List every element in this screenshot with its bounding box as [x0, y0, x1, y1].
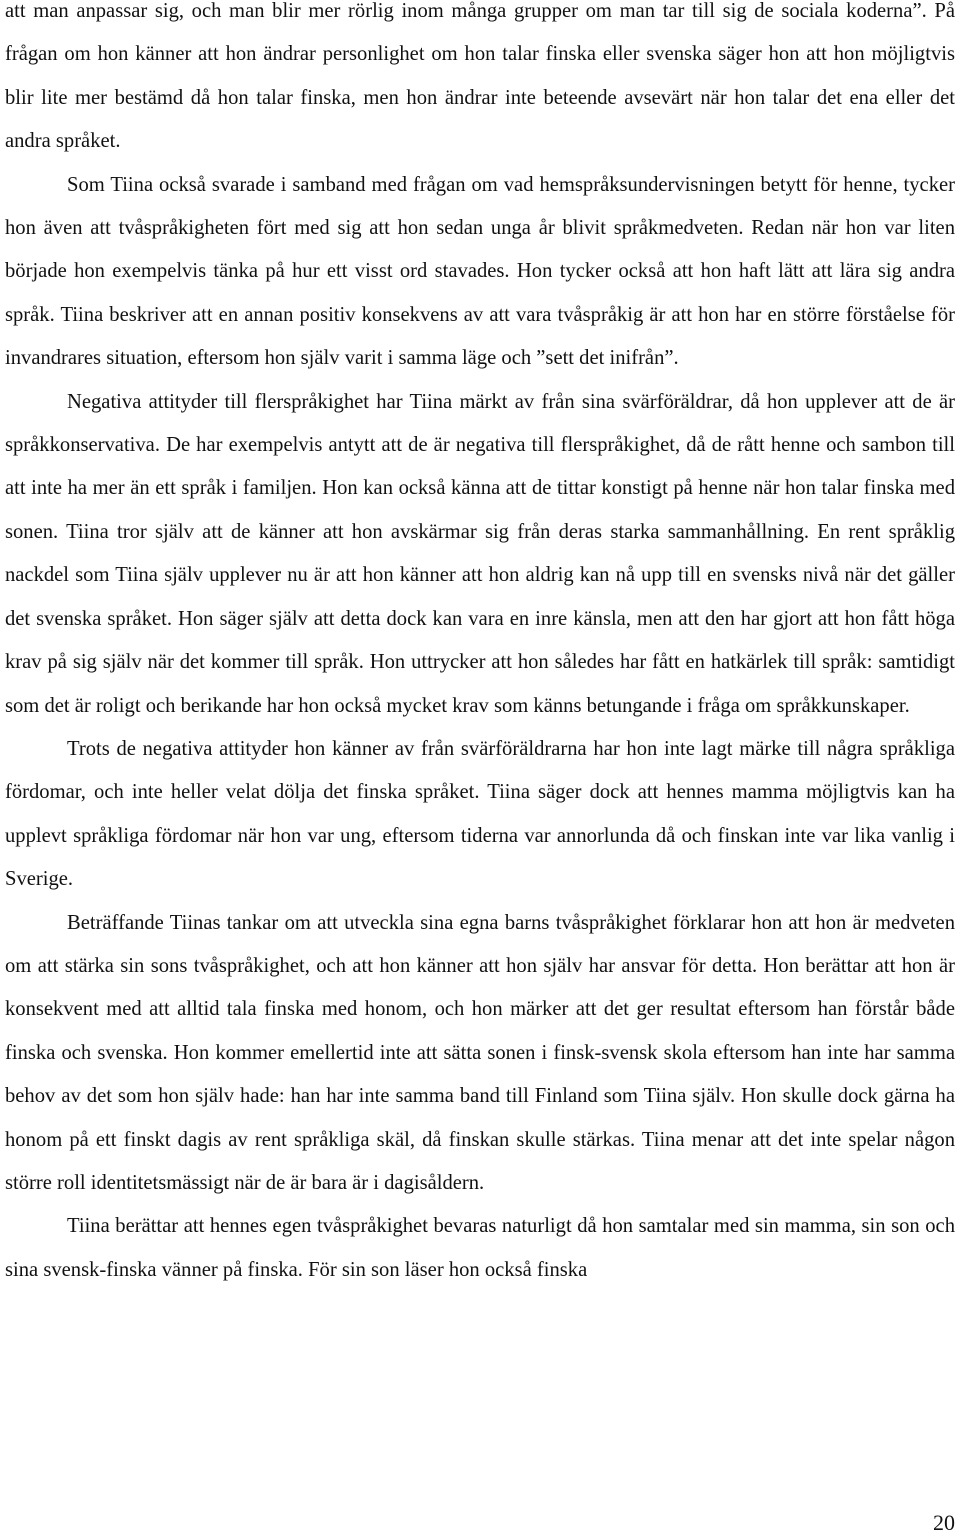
page-number: 20: [933, 1510, 955, 1535]
body-text: [5, 0, 955, 1292]
paragraph-continuation: att man anpassar sig, och man blir mer rörlig inom många grupper om man tar till sig de sociala koderna”. På frågan om hon känner att hon ändrar personlighet om hon talar finska eller svenska säger hon att hon möjligtvis blir lite mer bestämd då hon talar finska, men hon ändrar inte beteende avsevärt när hon talar det ena eller det andra språket.: [5, 0, 955, 153]
paragraph-maintaining-bilingualism: Tiina berättar att hennes egen tvåspråkighet bevaras naturligt då hon samtalar med sin mamma, sin son och sina svensk-finska vänner på finska. För sin son läser hon också finska: [5, 1215, 955, 1281]
paragraph-language-awareness: Som Tiina också svarade i samband med frågan om vad hemspråksundervisningen betytt för henne, tycker hon även att tvåspråkigheten fört med sig att hon sedan unga år blivit språkmedveten. Redan när hon var liten började hon exempelvis tänka på hur ett visst ord stavades. Hon tycker också att hon haft lätt att lära sig andra språk. Tiina beskriver att en annan positiv konsekvens av att vara tvåspråkig är att hon har en större förståelse för invandrares situation, eftersom hon själv varit i samma läge och ”sett det inifrån”.: [5, 173, 955, 370]
paragraph-childrens-bilingualism: Beträffande Tiinas tankar om att utveckla sina egna barns tvåspråkighet förklarar hon att hon är medveten om att stärka sin sons tvåspråkighet, och att hon känner att hon själv har ansvar för detta. Hon berättar att hon är konsekvent med att alltid tala finska med honom, och hon märker att det ger resultat eftersom han förstår både finska och svenska. Hon kommer emellertid inte att sätta sonen i finsk-svensk skola eftersom han inte har samma behov av det som hon själv hade: han har inte samma band till Finland som Tiina själv. Hon skulle dock gärna ha honom på ett finskt dagis av rent språkliga skäl, då finskan skulle stärkas. Tiina menar att det inte spelar någon större roll identitetsmässigt när de är bara är i dagisåldern.: [5, 911, 955, 1194]
paragraph-negative-attitudes: Negativa attityder till flerspråkighet har Tiina märkt av från sina svärföräldrar, då hon upplever att de är språkkonservativa. De har exempelvis antytt att de är negativa till flerspråkighet, då de rått henne och sambon till att inte ha mer än ett språk i familjen. Hon kan också känna att de tittar konstigt på henne när hon talar finska med sonen. Tiina tror själv att de känner att hon avskärmar sig från deras starka sammanhållning. En rent språklig nackdel som Tiina själv upplever nu är att hon känner att hon aldrig kan nå upp till en svensks nivå när det gäller det svenska språket. Hon säger själv att detta dock kan vara en inre känsla, men att den har gjort att hon fått höga krav på sig själv när det kommer till språk. Hon uttrycker att hon således har fått en hatkärlek till språk: samtidigt som det är roligt och berikande har hon också mycket krav som känns betungande i fråga om språkkunskaper.: [5, 390, 955, 717]
paragraph-prejudices: Trots de negativa attityder hon känner av från svärföräldrarna har hon inte lagt märke till några språkliga fördomar, och inte heller velat dölja det finska språket. Tiina säger dock att hennes mamma möjligtvis kan ha upplevt språkliga fördomar när hon var ung, eftersom tiderna var annorlunda då och finskan inte var lika vanlig i Sverige.: [5, 737, 955, 891]
